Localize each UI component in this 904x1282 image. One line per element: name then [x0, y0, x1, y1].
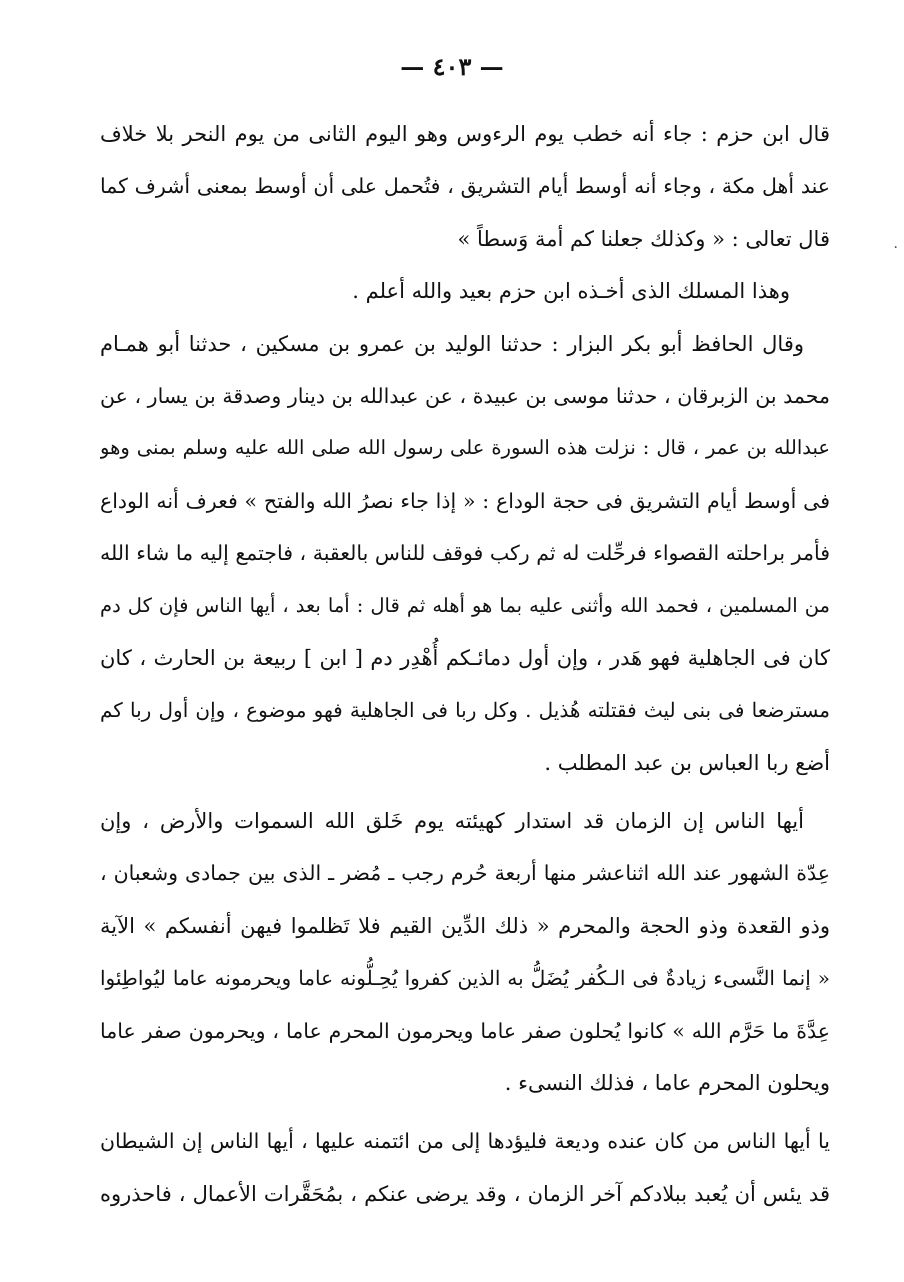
- text-line: محمد بن الزبرقان ، حدثنا موسى بن عبيدة ، عن عبدالله بن دينار وصدقة بن يسار ، عن: [100, 383, 830, 408]
- text-line: وذو القعدة وذو الحجة والمحرم « ذلك الدِّين القيم فلا تَظلموا فيهن أنفسكم » الآية: [100, 913, 830, 938]
- margin-mark: ·: [893, 240, 898, 256]
- text-line: من المسلمين ، فحمد الله وأثنى عليه بما هو أهله ثم قال : أما بعد ، أيها الناس فإن كل دم: [100, 593, 830, 617]
- body-text: [100, 108, 830, 1220]
- text-line: عبدالله بن عمر ، قال : نزلت هذه السورة على رسول الله صلى الله عليه وسلم بمنى وهو: [100, 436, 830, 460]
- text-line: كان فى الجاهلية فهو هَدر ، وإن أول دمائـكم أُهْدِر دم [ ابن ] ربيعة بن الحارث ، كان: [100, 645, 830, 670]
- text-line: وقال الحافظ أبو بكر البزار : حدثنا الوليد بن عمرو بن مسكين ، حدثنا أبو همـام: [100, 331, 804, 356]
- text-line: عِدَّةَ ما حَرَّم الله » كانوا يُحلون صفر عاما ويحرمون المحرم عاما ، ويحرمون صفر عاما: [100, 1018, 830, 1043]
- page-number: — ٤٠٣ —: [400, 52, 504, 81]
- text-line: فى أوسط أيام التشريق فى حجة الوداع : « إذا جاء نصرُ الله والفتح » فعرف أنه الوداع: [100, 488, 830, 513]
- text-line: قال تعالى : « وكذلك جعلنا كم أمة وَسطاً »: [457, 226, 830, 251]
- text-line: ويحلون المحرم عاما ، فذلك النسىء .: [504, 1071, 830, 1096]
- text-line: عِدّة الشهور عند الله اثناعشر منها أربعة حُرم رجب ـ مُضر ـ الذى بين جمادى وشعبان ،: [100, 861, 830, 886]
- text-line: يا أيها الناس من كان عنده وديعة فليؤدها إلى من ائتمنه عليها ، أيها الناس إن الشيطان: [100, 1129, 830, 1154]
- text-line: قد يئس أن يُعبد ببلادكم آخر الزمان ، وقد يرضى عنكم ، بمُحَقَّرات الأعمال ، فاحذروه: [100, 1181, 830, 1206]
- text-line: أضع ربا العباس بن عبد المطلب .: [544, 750, 830, 775]
- text-line: عند أهل مكة ، وجاء أنه أوسط أيام التشريق ، فتُحمل على أن أوسط بمعنى أشرف كما: [100, 174, 830, 199]
- text-line: قال ابن حزم : جاء أنه خطب يوم الرءوس وهو اليوم الثانى من يوم النحر بلا خلاف: [100, 122, 830, 146]
- text-line: أيها الناس إن الزمان قد استدار كهيئته يوم خَلق الله السموات والأرض ، وإن: [100, 809, 804, 834]
- text-line: وهذا المسلك الذى أخـذه ابن حزم بعيد والله أعلم .: [352, 279, 790, 304]
- text-line: فأمر براحلته القصواء فرحِّلت له ثم ركب فوقف للناس بالعقبة ، فاجتمع إليه ما شاء الله: [100, 541, 830, 566]
- text-line: « إنما النَّسىء زيادةٌ فى الـكُفر يُضَلُّ به الذين كفروا يُحِـلُّونه عاما ويحرمونه عاما ليُواطِئوا: [100, 966, 830, 991]
- text-line: مسترضعا فى بنى ليث فقتلته هُذيل . وكل ربا فى الجاهلية فهو موضوع ، وإن أول ربا كم: [100, 698, 830, 723]
